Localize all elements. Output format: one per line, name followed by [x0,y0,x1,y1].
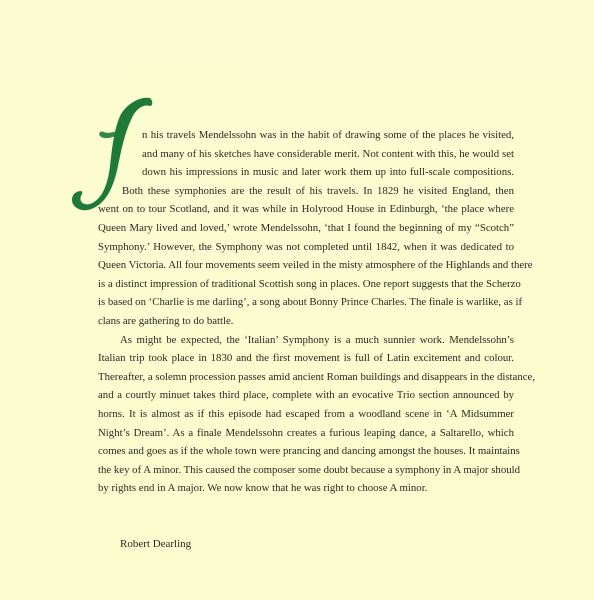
text-line: went on to tour Scotland, and it was while in Holyrood House in Edinburgh, ‘the place where [98,203,514,216]
body-text [98,126,536,498]
text-line: down his impressions in music and later work them up into full-scale compositions. [142,166,514,179]
text-line: by rights end in A major. We now know that he was right to choose A minor. [98,482,428,495]
text-line: As might be expected, the ‘Italian’ Symphony is a much sunnier work. Mendelssohn’s [120,333,514,346]
author-signature: Robert Dearling [120,538,192,550]
text-line: n his travels Mendelssohn was in the habit of drawing some of the places he visited, [142,129,514,141]
text-line: Thereafter, a solemn procession passes amid ancient Roman buildings and disappears in the distance, [98,370,536,383]
text-line: comes and goes as if the whole town were prancing and dancing amongst the houses. It maintains [98,445,520,458]
text-line: Symphony.’ However, the Symphony was not completed until 1842, when it was dedicated to [98,240,514,253]
text-line: and a courtly minuet takes third place, complete with an evocative Trio section announced by [98,389,514,402]
text-line: is a distinct impression of traditional Scottish song in places. One report suggests that the Scherzo [98,277,521,290]
text-line: Queen Victoria. All four movements seem veiled in the misty atmosphere of the Highlands and there [98,259,533,272]
text-line: Queen Mary lived and loved,’ wrote Mendelssohn, ‘that I found the beginning of my “Scotch” [98,221,514,234]
paragraph-scottish-symphony [98,126,533,331]
text-line: the key of A minor. This caused the composer some doubt because a symphony in A major should [98,463,521,476]
paragraph-italian-symphony [98,331,536,498]
text-line: is based on ‘Charlie is me darling’, a song about Bonny Prince Charles. The finale is warlike, as if [98,296,523,309]
text-line: clans are gathering to do battle. [98,314,234,327]
text-line: Night’s Dream’. As a finale Mendelssohn creates a furious leaping dance, a Saltarello, which [98,426,514,439]
text-line: Italian trip took place in 1830 and the first movement is full of Latin excitement and colour. [98,352,514,365]
text-line: horns. It is almost as if this episode had escaped from a woodland scene in ‘A Midsummer [98,407,514,420]
text-line: and many of his sketches have considerable merit. Not content with this, he would set [142,147,514,160]
text-line: Both these symphonies are the result of his travels. In 1829 he visited England, then [122,184,514,197]
